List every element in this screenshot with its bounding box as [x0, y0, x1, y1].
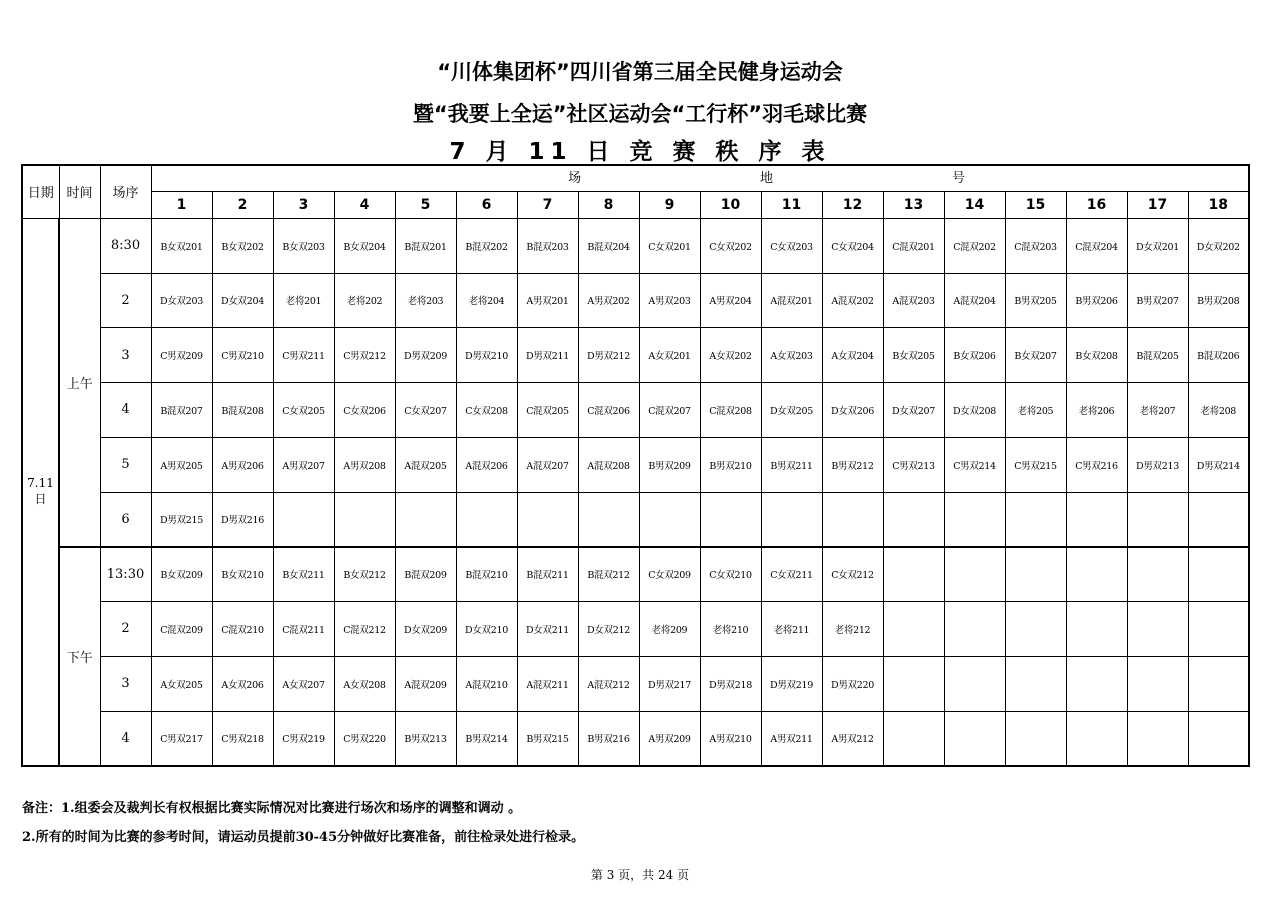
match-cell: A女双205 [151, 656, 212, 711]
match-cell: A混双208 [578, 437, 639, 492]
match-cell: B混双211 [517, 547, 578, 602]
match-cell: B女双201 [151, 218, 212, 273]
match-cell: B女双202 [212, 218, 273, 273]
match-cell: C女双205 [273, 383, 334, 438]
match-cell [883, 492, 944, 547]
match-cell: D男双215 [151, 492, 212, 547]
match-cell: C男双209 [151, 328, 212, 383]
match-cell: B女双212 [334, 547, 395, 602]
match-cell: B女双206 [944, 328, 1005, 383]
match-cell [883, 547, 944, 602]
match-cell: C女双212 [822, 547, 883, 602]
court-number: 18 [1188, 191, 1249, 218]
court-number: 12 [822, 191, 883, 218]
match-cell [1188, 656, 1249, 711]
court-number: 9 [639, 191, 700, 218]
slot-number: 8:30 [100, 218, 151, 273]
title-line-1: “川体集团杯”四川省第三届全民健身运动会 [437, 60, 843, 84]
match-cell: A女双207 [273, 656, 334, 711]
match-cell: C男双214 [944, 437, 1005, 492]
match-cell: B混双202 [456, 218, 517, 273]
court-number: 15 [1005, 191, 1066, 218]
match-cell: B男双213 [395, 711, 456, 766]
match-cell: B男双209 [639, 437, 700, 492]
match-cell: C女双201 [639, 218, 700, 273]
match-cell [1188, 711, 1249, 766]
match-cell: D女双206 [822, 383, 883, 438]
match-cell: B混双209 [395, 547, 456, 602]
match-cell: D女双202 [1188, 218, 1249, 273]
afternoon-label: 下午 [59, 547, 100, 766]
match-cell: C女双204 [822, 218, 883, 273]
match-cell: C男双216 [1066, 437, 1127, 492]
court-number: 4 [334, 191, 395, 218]
match-cell: A男双209 [639, 711, 700, 766]
slot-number: 5 [100, 437, 151, 492]
match-cell: 老将205 [1005, 383, 1066, 438]
match-cell: B男双211 [761, 437, 822, 492]
match-cell: 老将206 [1066, 383, 1127, 438]
slot-number: 4 [100, 383, 151, 438]
header-court-char: 号 [951, 171, 965, 187]
header-order: 场序 [100, 165, 151, 218]
match-cell: A混双211 [517, 656, 578, 711]
header-court-char: 场 [568, 171, 582, 187]
match-cell: A男双207 [273, 437, 334, 492]
court-number: 14 [944, 191, 1005, 218]
match-cell: 老将203 [395, 273, 456, 328]
match-cell: A男双203 [639, 273, 700, 328]
match-cell: B男双214 [456, 711, 517, 766]
match-cell: A女双203 [761, 328, 822, 383]
match-cell: A男双204 [700, 273, 761, 328]
slot-number: 13:30 [100, 547, 151, 602]
match-cell: A女双201 [639, 328, 700, 383]
match-cell [944, 492, 1005, 547]
match-cell: C混双211 [273, 602, 334, 657]
match-cell: D男双214 [1188, 437, 1249, 492]
slot-number: 6 [100, 492, 151, 547]
match-cell: C混双202 [944, 218, 1005, 273]
match-cell: D女双210 [456, 602, 517, 657]
match-cell [334, 492, 395, 547]
match-cell: 老将209 [639, 602, 700, 657]
match-cell: C混双208 [700, 383, 761, 438]
match-cell [944, 711, 1005, 766]
match-cell: A男双201 [517, 273, 578, 328]
match-cell [1005, 656, 1066, 711]
match-cell: B混双207 [151, 383, 212, 438]
match-cell [273, 492, 334, 547]
match-cell [944, 602, 1005, 657]
match-cell: A混双212 [578, 656, 639, 711]
match-cell: C男双211 [273, 328, 334, 383]
match-cell: C男双219 [273, 711, 334, 766]
morning-label: 上午 [59, 218, 100, 547]
match-cell: C男双212 [334, 328, 395, 383]
match-cell: B混双205 [1127, 328, 1188, 383]
court-number: 11 [761, 191, 822, 218]
match-cell: B男双210 [700, 437, 761, 492]
match-cell [1127, 547, 1188, 602]
match-cell: B混双204 [578, 218, 639, 273]
match-cell [1066, 492, 1127, 547]
match-cell: A女双204 [822, 328, 883, 383]
match-cell [517, 492, 578, 547]
match-cell: B女双203 [273, 218, 334, 273]
match-cell: A混双202 [822, 273, 883, 328]
match-cell: D男双211 [517, 328, 578, 383]
match-cell: D男双216 [212, 492, 273, 547]
match-cell: D男双219 [761, 656, 822, 711]
match-cell: A女双202 [700, 328, 761, 383]
match-cell: C混双201 [883, 218, 944, 273]
match-cell: D女双208 [944, 383, 1005, 438]
match-cell: B混双206 [1188, 328, 1249, 383]
page-footer: 第 3 页，共 24 页 [590, 868, 690, 882]
match-cell: A女双206 [212, 656, 273, 711]
match-cell: C女双208 [456, 383, 517, 438]
match-cell: D男双209 [395, 328, 456, 383]
match-cell: C混双210 [212, 602, 273, 657]
match-cell [883, 602, 944, 657]
match-cell: C混双212 [334, 602, 395, 657]
header-time: 时间 [59, 165, 100, 218]
match-cell: D女双212 [578, 602, 639, 657]
match-cell: B男双208 [1188, 273, 1249, 328]
match-cell: A男双205 [151, 437, 212, 492]
match-cell: C女双207 [395, 383, 456, 438]
match-cell [1127, 711, 1188, 766]
match-cell: A混双203 [883, 273, 944, 328]
match-cell: 老将207 [1127, 383, 1188, 438]
match-cell: C混双206 [578, 383, 639, 438]
match-cell [883, 711, 944, 766]
match-cell: C女双209 [639, 547, 700, 602]
match-cell: D男双213 [1127, 437, 1188, 492]
match-cell [639, 492, 700, 547]
title-line-3: 7 月 11 日 竞 赛 秩 序 表 [449, 139, 831, 165]
match-cell: A混双206 [456, 437, 517, 492]
court-number: 8 [578, 191, 639, 218]
match-cell: B女双210 [212, 547, 273, 602]
court-number: 1 [151, 191, 212, 218]
match-cell [1005, 547, 1066, 602]
match-cell: D女双203 [151, 273, 212, 328]
match-cell: B混双210 [456, 547, 517, 602]
header-court-number [151, 165, 1249, 191]
match-cell [1066, 602, 1127, 657]
match-cell: D女双207 [883, 383, 944, 438]
match-cell [944, 547, 1005, 602]
match-cell: A女双208 [334, 656, 395, 711]
match-cell: B男双215 [517, 711, 578, 766]
match-cell [578, 492, 639, 547]
match-cell: 老将210 [700, 602, 761, 657]
court-number: 10 [700, 191, 761, 218]
match-cell: B混双208 [212, 383, 273, 438]
match-cell: A混双210 [456, 656, 517, 711]
match-cell: 老将201 [273, 273, 334, 328]
match-cell [1005, 492, 1066, 547]
note-2: 2.所有的时间为比赛的参考时间，请运动员提前30-45分钟做好比赛准备，前往检录处进行检录。 [22, 830, 585, 845]
match-cell: A男双212 [822, 711, 883, 766]
match-cell: D女双204 [212, 273, 273, 328]
match-cell [395, 492, 456, 547]
match-cell: 老将211 [761, 602, 822, 657]
court-number: 6 [456, 191, 517, 218]
match-cell [1005, 602, 1066, 657]
date-cell: 7.11 日 [22, 218, 59, 766]
match-cell: A男双210 [700, 711, 761, 766]
match-cell: C男双220 [334, 711, 395, 766]
match-cell: B混双212 [578, 547, 639, 602]
match-cell [456, 492, 517, 547]
match-cell: A混双204 [944, 273, 1005, 328]
court-number: 2 [212, 191, 273, 218]
match-cell: A男双211 [761, 711, 822, 766]
match-cell: B女双204 [334, 218, 395, 273]
match-cell: C混双203 [1005, 218, 1066, 273]
match-cell [1005, 711, 1066, 766]
match-cell: C女双210 [700, 547, 761, 602]
match-cell: D女双201 [1127, 218, 1188, 273]
match-cell [761, 492, 822, 547]
match-cell: B女双205 [883, 328, 944, 383]
slot-number: 3 [100, 656, 151, 711]
match-cell: C男双213 [883, 437, 944, 492]
match-cell: C女双211 [761, 547, 822, 602]
court-number: 13 [883, 191, 944, 218]
match-cell: A混双201 [761, 273, 822, 328]
match-cell: B男双206 [1066, 273, 1127, 328]
match-cell: C混双205 [517, 383, 578, 438]
match-cell: B女双207 [1005, 328, 1066, 383]
match-cell: B男双205 [1005, 273, 1066, 328]
match-cell: B女双211 [273, 547, 334, 602]
match-cell: A混双209 [395, 656, 456, 711]
match-cell: 老将202 [334, 273, 395, 328]
match-cell: 老将204 [456, 273, 517, 328]
match-cell [883, 656, 944, 711]
match-cell: D男双220 [822, 656, 883, 711]
court-number: 5 [395, 191, 456, 218]
match-cell: B男双207 [1127, 273, 1188, 328]
match-cell: C男双218 [212, 711, 273, 766]
match-cell: 老将212 [822, 602, 883, 657]
match-cell: C女双206 [334, 383, 395, 438]
match-cell: C混双204 [1066, 218, 1127, 273]
match-cell: A混双207 [517, 437, 578, 492]
match-cell: A混双205 [395, 437, 456, 492]
match-cell: B女双209 [151, 547, 212, 602]
schedule-table [21, 164, 1250, 767]
match-cell: A男双202 [578, 273, 639, 328]
match-cell: C男双210 [212, 328, 273, 383]
note-1: 备注：1.组委会及裁判长有权根据比赛实际情况对比赛进行场次和场序的调整和调动 。 [22, 801, 522, 816]
slot-number: 2 [100, 273, 151, 328]
match-cell [1188, 547, 1249, 602]
match-cell [1127, 656, 1188, 711]
match-cell: B混双201 [395, 218, 456, 273]
court-number: 3 [273, 191, 334, 218]
match-cell: B女双208 [1066, 328, 1127, 383]
match-cell: D男双218 [700, 656, 761, 711]
match-cell: B混双203 [517, 218, 578, 273]
match-cell [1066, 711, 1127, 766]
slot-number: 4 [100, 711, 151, 766]
header-court-char: 地 [760, 171, 774, 187]
match-cell: A男双208 [334, 437, 395, 492]
match-cell: D女双211 [517, 602, 578, 657]
match-cell: C男双215 [1005, 437, 1066, 492]
match-cell: C男双217 [151, 711, 212, 766]
match-cell [944, 656, 1005, 711]
title-line-2: 暨“我要上全运”社区运动会“工行杯”羽毛球比赛 [412, 102, 868, 126]
slot-number: 2 [100, 602, 151, 657]
match-cell: D女双205 [761, 383, 822, 438]
match-cell [1066, 547, 1127, 602]
match-cell: C混双207 [639, 383, 700, 438]
match-cell [822, 492, 883, 547]
match-cell [1127, 492, 1188, 547]
header-date: 日期 [22, 165, 59, 218]
match-cell: D男双212 [578, 328, 639, 383]
match-cell [1127, 602, 1188, 657]
match-cell: C混双209 [151, 602, 212, 657]
court-number: 7 [517, 191, 578, 218]
match-cell: B男双212 [822, 437, 883, 492]
match-cell: D男双210 [456, 328, 517, 383]
slot-number: 3 [100, 328, 151, 383]
match-cell [1066, 656, 1127, 711]
match-cell [700, 492, 761, 547]
match-cell: C女双202 [700, 218, 761, 273]
match-cell: D女双209 [395, 602, 456, 657]
court-number: 16 [1066, 191, 1127, 218]
court-number: 17 [1127, 191, 1188, 218]
match-cell: D男双217 [639, 656, 700, 711]
match-cell: C女双203 [761, 218, 822, 273]
match-cell [1188, 602, 1249, 657]
match-cell [1188, 492, 1249, 547]
match-cell: 老将208 [1188, 383, 1249, 438]
match-cell: B男双216 [578, 711, 639, 766]
match-cell: A男双206 [212, 437, 273, 492]
